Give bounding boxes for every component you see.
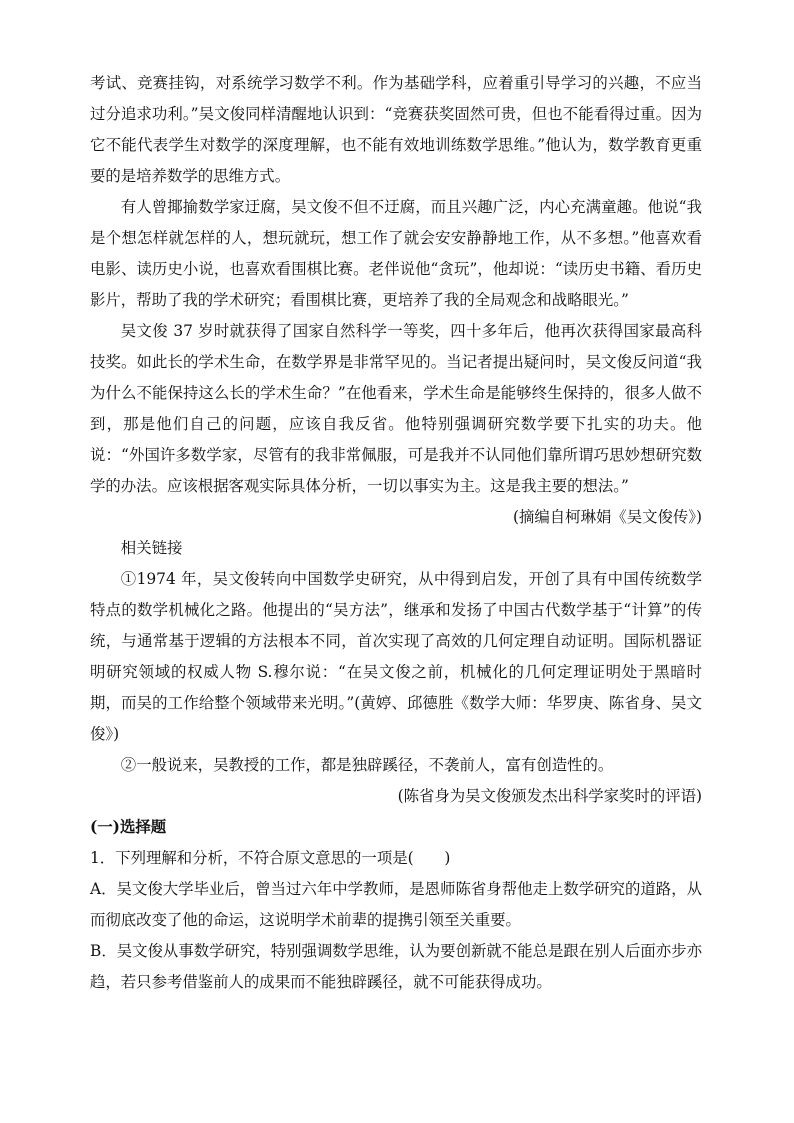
links-heading: 相关链接: [120, 539, 183, 557]
body-paragraph-3: 吴文俊 37 岁时就获得了国家自然科学一等奖，四十多年后，他再次获得国家最高科技奖。如此长的学术生命，在数学界是非常罕见的。当记者提出疑问时，吴文俊反问道“我为什么不能保持这么长的学术生命？”在他看来，学术生命是能够终生保持的，很多人做不到，那是他们自己的问题，应该自我反省。他特别强调研究数学要下扎实的功夫。他说：“外国许多数学家，尽管有的我非常佩服，可是我并不认同他们靠所谓巧思妙想研究数学的办法。应该根据客观实际具体分析，一切以事实为主。这是我主要的想法。”: [90, 322, 702, 495]
document-page: [90, 68, 702, 998]
article-source: (摘编自柯琳娟《吴文俊传》): [513, 508, 702, 526]
link-item-1: ①1974 年，吴文俊转向中国数学史研究，从中得到启发，开创了具有中国传统数学特点的数学机械化之路。他提出的“吴方法”，继承和发扬了中国古代数学基于“计算”的传统，与通常基于逻辑的方法根本不同，首次实现了高效的几何定理自动证明。国际机器证明研究领域的权威人物 S.穆尔说：“在吴文俊之前，机械化的几何定理证明处于黑暗时期，而吴的工作给整个领域带来光明。”(黄婷、邱德胜《数学大师：华罗庚、陈省身、吴文俊》): [90, 570, 702, 743]
question-1-stem: 1．下列理解和分析，不符合原文意思的一项是( ): [90, 849, 451, 867]
body-paragraph-1: 考试、竞赛挂钩，对系统学习数学不利。作为基础学科，应着重引导学习的兴趣，不应当过分追求功利。”吴文俊同样清醒地认识到：“竞赛获奖固然可贵，但也不能看得过重。因为它不能代表学生对数学的深度理解，也不能有效地训练数学思维。”他认为，数学教育更重要的是培养数学的思维方式。: [90, 74, 702, 185]
link-item-2-source: (陈省身为吴文俊颁发杰出科学家奖时的评语): [397, 787, 702, 805]
question-1-option-b: B．吴文俊从事数学研究，特别强调数学思维，认为要创新就不能总是跟在别人后面亦步亦趋，若只参考借鉴前人的成果而不能独辟蹊径，就不可能获得成功。: [90, 942, 702, 991]
body-paragraph-2: 有人曾揶揄数学家迂腐，吴文俊不但不迂腐，而且兴趣广泛，内心充满童趣。他说“我是个想怎样就怎样的人，想玩就玩，想工作了就会安安静静地工作，从不多想。”他喜欢看电影、读历史小说，也喜欢看围棋比赛。老伴说他“贪玩”，他却说：“读历史书籍、看历史影片，帮助了我的学术研究；看围棋比赛，更培养了我的全局观念和战略眼光。”: [90, 198, 702, 309]
section-title: (一)选择题: [90, 818, 167, 836]
link-item-2: ②一般说来，吴教授的工作，都是独辟蹊径，不袭前人，富有创造性的。: [120, 756, 614, 774]
question-1-option-a: A．吴文俊大学毕业后，曾当过六年中学教师，是恩师陈省身帮他走上数学研究的道路，从而彻底改变了他的命运，这说明学术前辈的提携引领至关重要。: [90, 880, 702, 929]
